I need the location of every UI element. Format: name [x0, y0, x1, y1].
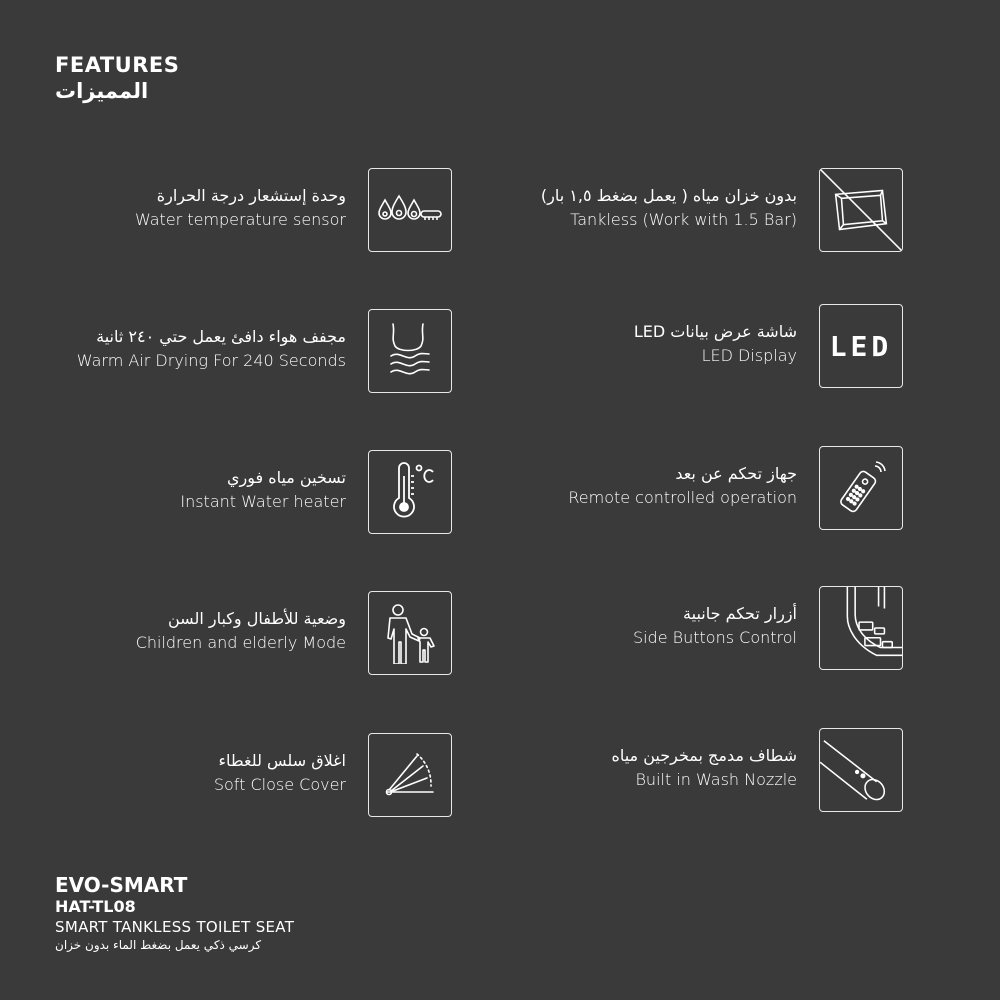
- feature-side-buttons: [463, 584, 903, 674]
- feature-water-temperature: [12, 166, 452, 256]
- warm-air-icon: [368, 309, 452, 393]
- led-display-icon: [819, 304, 903, 388]
- feature-label-ar: جهاز تحكم عن بعد: [675, 464, 797, 483]
- feature-label-ar: شطاف مدمج بمخرجين مياه: [611, 746, 797, 765]
- feature-children-elderly-mode: [12, 589, 452, 679]
- water-temperature-icon: [368, 168, 452, 252]
- side-buttons-icon: [819, 586, 903, 670]
- wash-nozzle-icon: [819, 728, 903, 812]
- features-title-arabic: المميزات: [55, 79, 149, 103]
- feature-label-en: Soft Close Cover: [213, 775, 346, 794]
- feature-label-en: Tankless (Work with 1.5 Bar): [570, 210, 797, 229]
- feature-label-ar: أزرار تحكم جانبية: [683, 604, 797, 623]
- brand-name: EVO-SMART: [55, 873, 188, 897]
- remote-control-icon: [819, 446, 903, 530]
- feature-label-ar: تسخين مياه فوري: [226, 468, 346, 487]
- header: [55, 52, 179, 104]
- feature-label-en: Warm Air Drying For 240 Seconds: [76, 351, 346, 370]
- brand-block: [55, 873, 294, 953]
- features-title: FEATURES: [55, 53, 180, 77]
- feature-label-en: Side Buttons Control: [632, 628, 797, 647]
- adult-child-icon: [368, 591, 452, 675]
- feature-soft-close-cover: [12, 731, 452, 821]
- soft-close-icon: [368, 733, 452, 817]
- no-tank-icon: [819, 168, 903, 252]
- feature-label-ar: وضعية للأطفال وكبار السن: [168, 609, 346, 628]
- feature-label-en: Built in Wash Nozzle: [635, 770, 797, 789]
- product-description-arabic: كرسي ذكي يعمل بضغط الماء بدون خزان: [55, 938, 262, 952]
- feature-warm-air-drying: [12, 307, 452, 397]
- feature-label-en: LED Display: [701, 346, 797, 365]
- feature-label-ar: بدون خزان مياه ( يعمل بضغط ١,٥ بار): [540, 186, 797, 205]
- feature-label-en: Instant Water heater: [180, 492, 346, 511]
- feature-instant-water-heater: [12, 448, 452, 538]
- feature-label-ar: شاشة عرض بيانات LED: [633, 322, 797, 341]
- feature-label-en: Water temperature sensor: [134, 210, 346, 229]
- feature-label-ar: مجفف هواء دافئ يعمل حتي ٢٤٠ ثانية: [96, 327, 346, 346]
- product-description: SMART TANKLESS TOILET SEAT: [55, 918, 295, 936]
- feature-wash-nozzle: [463, 726, 903, 816]
- feature-tankless: [463, 166, 903, 256]
- led-icon-text: LED: [829, 329, 893, 363]
- feature-label-en: Remote controlled operation: [568, 488, 797, 507]
- feature-remote-control: [463, 444, 903, 534]
- thermometer-icon: [368, 450, 452, 534]
- model-number: HAT-TL08: [55, 897, 136, 916]
- feature-led-display: [463, 302, 903, 392]
- feature-label-ar: وحدة إستشعار درجة الحرارة: [156, 186, 346, 205]
- feature-label-ar: اغلاق سلس للغطاء: [218, 751, 346, 770]
- feature-label-en: Children and elderly Mode: [135, 633, 346, 652]
